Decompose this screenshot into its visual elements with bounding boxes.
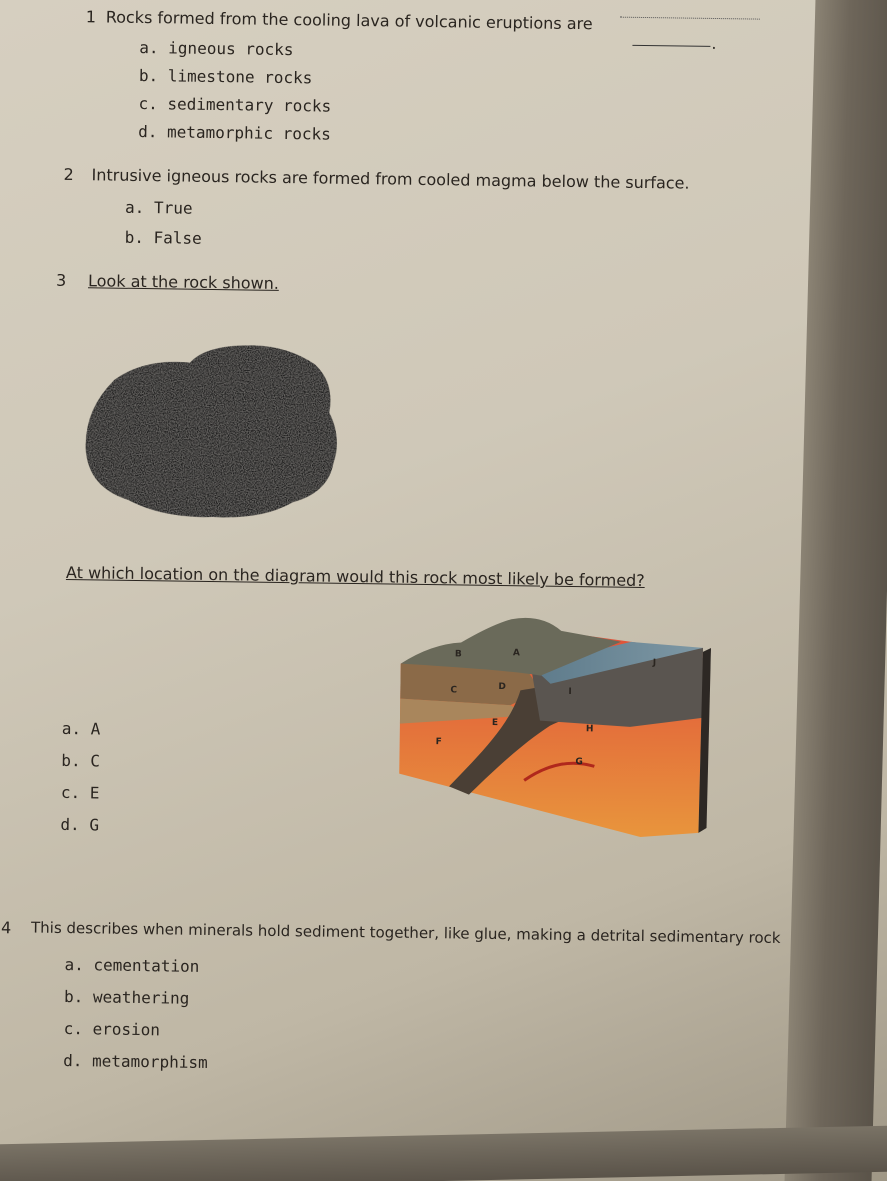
diagram-label-f: F <box>435 737 442 748</box>
question-4-option-d[interactable]: d. metamorphism <box>63 1050 208 1073</box>
question-3-option-b[interactable]: b. C <box>61 750 101 771</box>
question-4-option-b[interactable]: b. weathering <box>63 986 190 1008</box>
diagram-label-i: I <box>568 687 572 698</box>
diagram-label-c: C <box>450 685 458 696</box>
diagram-label-a: A <box>512 648 520 659</box>
question-1-text: Rocks formed from the cooling lava of volcanic eruptions are <box>105 7 593 34</box>
question-2-option-a[interactable]: a. True <box>124 197 193 218</box>
question-3-subtext: At which location on the diagram would this rock most likely be formed? <box>65 562 645 591</box>
rock-image <box>83 339 346 528</box>
question-4-number: 4 <box>0 918 12 938</box>
question-3-option-c[interactable]: c. E <box>60 782 100 803</box>
question-1-option-a[interactable]: a. igneous rocks <box>139 37 294 60</box>
diagram-label-h: H <box>585 724 594 735</box>
diagram-label-d: D <box>498 682 507 693</box>
question-1-option-d[interactable]: d. metamorphic rocks <box>138 121 331 144</box>
question-4-option-a[interactable]: a. cementation <box>64 954 200 976</box>
diagram-label-b: B <box>454 649 462 660</box>
diagram-label-g: G <box>575 757 583 768</box>
question-3-text: Look at the rock shown. <box>87 271 280 293</box>
question-4-text: This describes when minerals hold sediment together, like glue, making a detrital sedimentary rock <box>30 918 781 947</box>
question-1-number: 1 <box>85 7 97 27</box>
question-1-blank[interactable] <box>632 45 710 47</box>
question-2-text: Intrusive igneous rocks are formed from cooled magma below the surface. <box>91 165 690 193</box>
question-3-option-d[interactable]: d. G <box>60 814 100 835</box>
question-1-period: . <box>711 33 717 54</box>
question-2-number: 2 <box>63 164 74 185</box>
diagram-label-j: J <box>652 658 657 669</box>
question-4-option-c[interactable]: c. erosion <box>63 1018 161 1040</box>
question-2-option-b[interactable]: b. False <box>124 227 202 248</box>
diagram-label-e: E <box>491 717 499 729</box>
question-3-option-a[interactable]: a. A <box>61 718 101 739</box>
question-1-option-b[interactable]: b. limestone rocks <box>138 65 313 88</box>
question-3-number: 3 <box>55 270 67 290</box>
tectonic-diagram <box>388 604 711 838</box>
question-1-option-c[interactable]: c. sedimentary rocks <box>138 93 332 116</box>
dotted-line <box>620 17 760 20</box>
